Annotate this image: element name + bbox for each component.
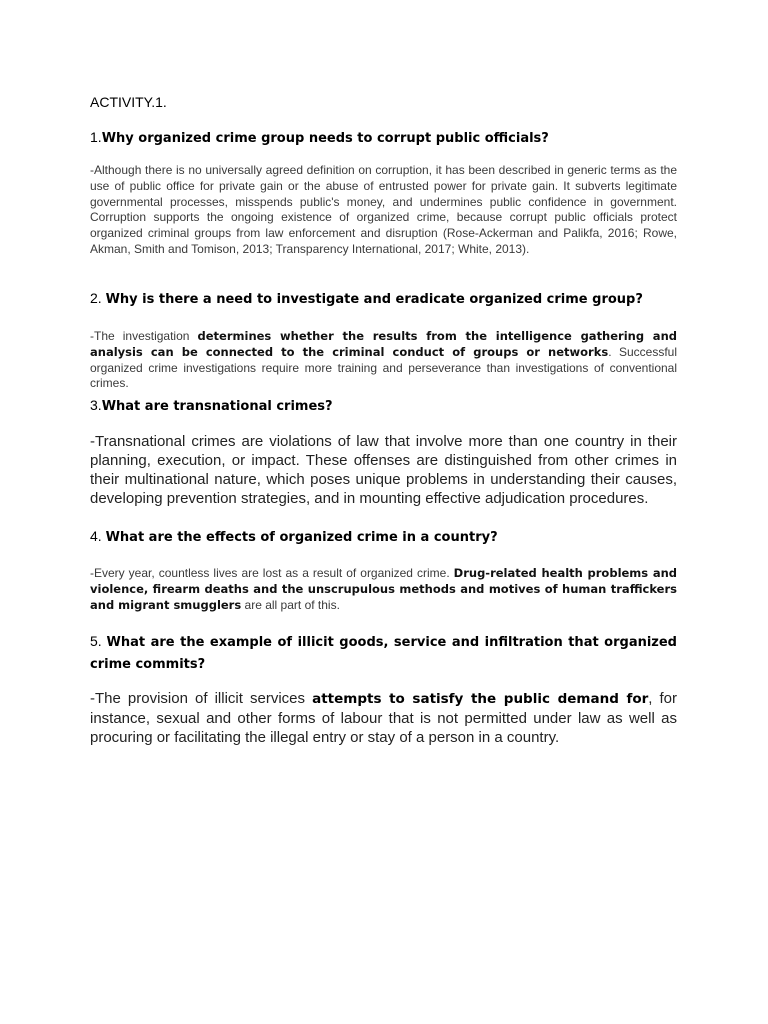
answer-4-suffix: are all part of this. xyxy=(241,597,340,612)
question-3-text: What are transnational crimes? xyxy=(101,399,333,414)
answer-3: -Transnational crimes are violations of law that involve more than one country in their planning, execution, or impact. These offenses are distinguished from other crimes in their multinational nature, which poses unique problems in understanding their causes, developing prevention strategies, and in mounting effective adjudication procedures. xyxy=(90,433,677,507)
answer-1: -Although there is no universally agreed definition on corruption, it has been described in generic terms as the use of public office for private gain or the abuse of entrusted power for private gain. It subverts legitimate governmental processes, misspends public's money, and undermines public confidence in government. Corruption supports the ongoing existence of organized crime, because corrupt public officials protect organized criminal groups from law enforcement and disruption (Rose-Ackerman and Palikfa, 2016; Rowe, Akman, Smith and Tomison, 2013; Transparency International, 2017; White, 2013). xyxy=(90,163,677,256)
question-2 xyxy=(90,288,677,310)
answer-2 xyxy=(90,329,677,392)
question-3-number: 3. xyxy=(90,397,102,413)
question-5 xyxy=(90,631,677,675)
answer-2-suffix: . Successful organized crime investigations require more training and perseverance than investigations of conventional crimes. xyxy=(90,344,677,391)
answer-4 xyxy=(90,566,677,613)
question-2-number: 2. xyxy=(90,290,106,306)
document-title: ACTIVITY.1. xyxy=(90,94,167,110)
question-1 xyxy=(90,127,677,149)
answer-2-bold: determines whether the results from the intelligence gathering and analysis can be connected to the criminal conduct of groups or networks xyxy=(90,329,677,359)
question-2-text: Why is there a need to investigate and eradicate organized crime group? xyxy=(105,292,643,307)
question-1-number: 1. xyxy=(90,129,102,145)
answer-5-bold: attempts to satisfy the public demand for xyxy=(312,691,649,707)
answer-5-prefix: -The provision of illicit services xyxy=(90,690,313,707)
question-4-text: What are the effects of organized crime in a country? xyxy=(105,530,498,545)
answer-5 xyxy=(90,689,677,747)
answer-4-prefix: -Every year, countless lives are lost as a result of organized crime. xyxy=(90,566,454,580)
answer-4-bold: Drug-related health problems and violence, firearm deaths and the unscrupulous methods and motives of human traffickers and migrant smugglers xyxy=(90,566,677,612)
answer-2-prefix: -The investigation xyxy=(90,329,198,343)
question-1-text: Why organized crime group needs to corrupt public officials? xyxy=(101,131,549,146)
question-5-number: 5. xyxy=(90,633,107,649)
document-page xyxy=(90,0,677,1024)
question-3 xyxy=(90,395,677,417)
answer-5-suffix: , for instance, sexual and other forms of labour that is not permitted under law as well as procuring or facilitating the illegal entry or stay of a person in a country. xyxy=(90,690,678,746)
question-4 xyxy=(90,526,677,548)
question-4-number: 4. xyxy=(90,528,106,544)
question-5-text: What are the example of illicit goods, service and infiltration that organized crime commits? xyxy=(90,635,677,672)
